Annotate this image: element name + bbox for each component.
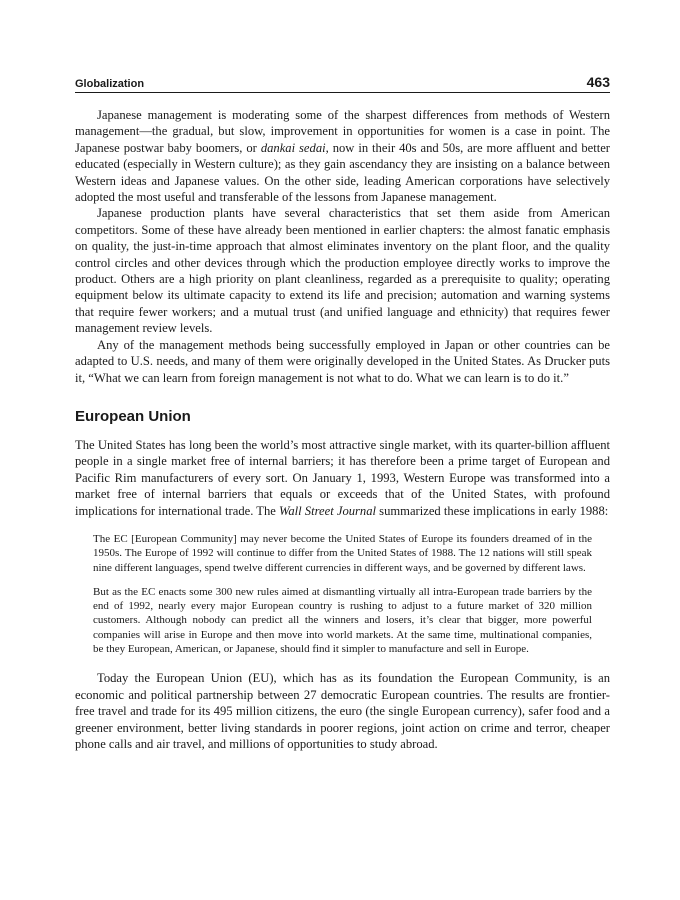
intro-text [75, 107, 610, 386]
paragraph-european-union-today: Today the European Union (EU), which has as its foundation the European Community, is an economic and political partnership between 27 democratic European countries. The results are frontier-free travel and trade for its 495 million citizens, the euro (the single European currency), safer food and a greener environment, better living standards in poorer regions, joint action on crime and terror, cheaper phone calls and air travel, and millions of opportunities to study abroad. [75, 671, 610, 751]
running-header [75, 68, 610, 93]
paragraph-us-market [75, 437, 610, 519]
paragraph-drucker-quote: Any of the management methods being successfully employed in Japan or other countries can be adapted to U.S. needs, and many of them were originally developed in the United States. As Drucker puts it, “What we can learn from foreign management is not what to do. What we can learn is to do it.” [75, 337, 610, 385]
quote-paragraph-2: But as the EC enacts some 300 new rules aimed at dismantling virtually all intra-European trade barriers by the end of 1992, nearly every major European country is rushing to adjust to a future market of 320 million customers. Although nobody can predict all the winners and losers, it’s clear that bigger, more powerful companies will arise in Europe and then move into world markets. At the same time, multinational companies, be they European, American, or Japanese, should find it simpler to manufacture and sell in Europe. [93, 585, 592, 656]
quote-paragraph-1: The EC [European Community] may never become the United States of Europe its founders dreamed of in the 1950s. The Europe of 1992 will continue to differ from the United States of 1988. The 12 nations will still speak nine different languages, spend twelve different currencies in different ways, and be governed by different laws. [93, 532, 592, 574]
paragraph-text: Japanese management is moderating some of the sharpest differences from methods of Western management—the gradual, but slow, improvement in opportunities for women is a case in point. The Japanese postwar baby boomers, or [75, 108, 610, 155]
paragraph-text: The United States has long been the world’s most attractive single market, with its quarter-billion affluent people in a single market free of internal barriers; it has therefore been a prime target of European and Pacific Rim manufacturers of every sort. On January 1, 1993, Western Europe was transformed into a market free of internal barriers that equals or exceeds that of the United States, with profound implications for international trade. The [75, 437, 610, 518]
paragraph-text: summarized these implications in early 1988: [376, 503, 609, 518]
eu-conclusion [75, 670, 610, 752]
paragraph-japanese-management [75, 107, 610, 205]
section-heading: European Union [75, 407, 191, 425]
book-page [75, 68, 610, 752]
eu-text [75, 437, 610, 519]
paragraph-production-plants: Japanese production plants have several characteristics that set them aside from American competitors. Some of these have already been mentioned in earlier chapters: the almost fanatic emphasis on quality, the just-in-time approach that almost eliminates inventory on the plant floor, and the quality control circles and other devices through which the production employee directly works to improve the product. Others are a high priority on plant cleanliness, regarded as a prerequisite to quality; operating equipment below its ultimate capacity to extend its life and precision; automation and warning systems that require fewer workers; and a mutual trust (and unified language and ethnicity) that requires fewer management review levels. [75, 206, 610, 336]
block-quote [93, 532, 592, 656]
page-number: 463 [586, 74, 610, 90]
running-head-title: Globalization [75, 78, 145, 90]
emphasis-term: dankai sedai, [260, 140, 329, 155]
paragraph-text: now in their 40s and 50s, are more affluent and better educated (especially in Western culture); as they gain ascendancy they are insisting on a balance between Western ideas and Japanese values. On the other side, leading American corporations have selectively adopted the most useful and transferable of the lessons from Japanese management. [75, 140, 610, 205]
emphasis-term: Wall Street Journal [279, 503, 377, 518]
